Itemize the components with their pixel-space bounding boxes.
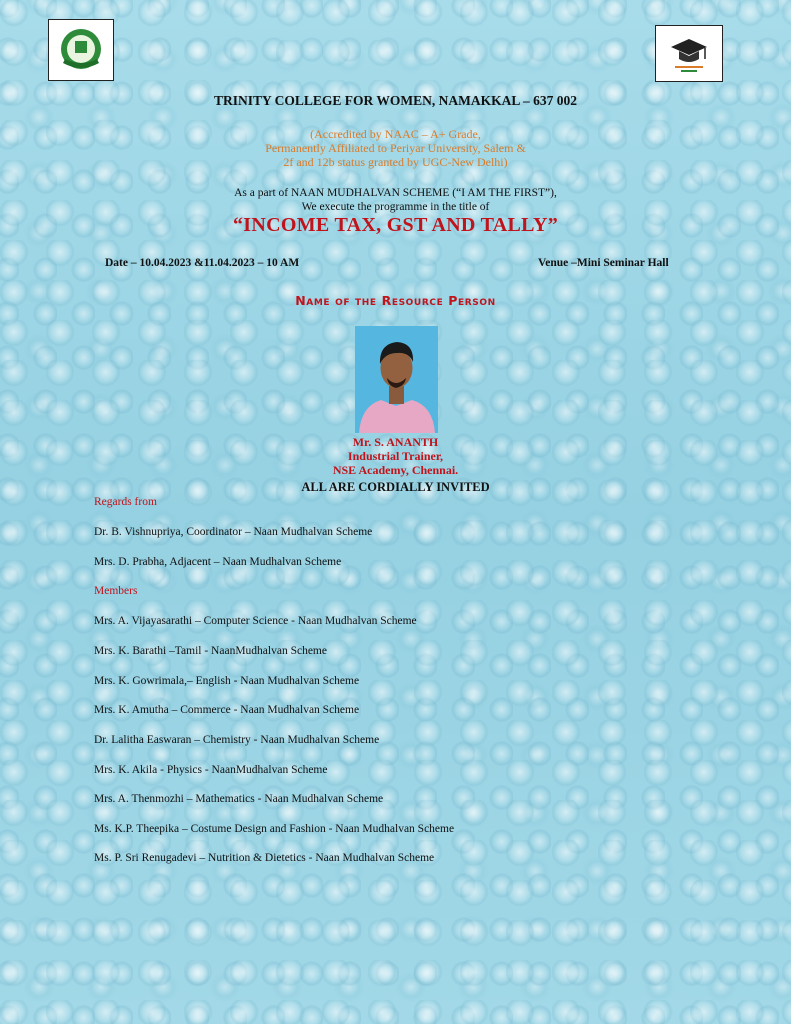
regards-label: Regards from bbox=[94, 496, 157, 508]
accreditation-line: 2f and 12b status granted by UGC-New Delhi) bbox=[283, 155, 508, 169]
college-name: TRINITY COLLEGE FOR WOMEN, NAMAKKAL – 637 002 bbox=[213, 93, 578, 108]
invitation-line: ALL ARE CORDIALLY INVITED bbox=[301, 480, 490, 494]
members-label: Members bbox=[94, 585, 138, 597]
member-line: Mrs. A. Thenmozhi – Mathematics - Naan Mudhalvan Scheme bbox=[94, 793, 384, 805]
programme-title: “INCOME TAX, GST AND TALLY” bbox=[232, 214, 559, 236]
scheme-line-2: We execute the programme in the title of bbox=[301, 200, 490, 213]
resource-person-role: Industrial Trainer, bbox=[347, 449, 444, 463]
resource-person-photo bbox=[355, 326, 438, 433]
member-line: Mrs. K. Barathi –Tamil - NaanMudhalvan Scheme bbox=[94, 645, 327, 657]
scheme-intro bbox=[0, 187, 791, 214]
accreditation-line: Permanently Affiliated to Periyar University, Salem & bbox=[265, 141, 526, 155]
person-portrait-icon bbox=[355, 326, 438, 433]
college-logo bbox=[48, 19, 114, 81]
member-line: Mrs. K. Akila - Physics - NaanMudhalvan Scheme bbox=[94, 764, 328, 776]
member-line: Mrs. A. Vijayasarathi – Computer Science - Naan Mudhalvan Scheme bbox=[94, 615, 417, 627]
resource-person-org: NSE Academy, Chennai. bbox=[332, 463, 459, 477]
accreditation-block bbox=[0, 127, 791, 169]
member-line: Dr. Lalitha Easwaran – Chemistry - Naan Mudhalvan Scheme bbox=[94, 734, 380, 746]
resource-person-name: Mr. S. ANANTH bbox=[352, 435, 439, 449]
coordinator-line: Mrs. D. Prabha, Adjacent – Naan Mudhalvan Scheme bbox=[94, 556, 342, 568]
scheme-logo bbox=[655, 25, 723, 82]
member-line: Mrs. K. Gowrimala,– English - Naan Mudhalvan Scheme bbox=[94, 675, 360, 687]
graduation-cap-icon bbox=[667, 33, 711, 75]
member-line: Mrs. K. Amutha – Commerce - Naan Mudhalvan Scheme bbox=[94, 704, 360, 716]
member-line: Ms. P. Sri Renugadevi – Nutrition & Dietetics - Naan Mudhalvan Scheme bbox=[94, 852, 435, 864]
event-date: Date – 10.04.2023 &11.04.2023 – 10 AM bbox=[105, 257, 300, 269]
accreditation-line: (Accredited by NAAC – A+ Grade, bbox=[310, 127, 481, 141]
college-emblem-icon bbox=[57, 27, 105, 73]
event-venue: Venue –Mini Seminar Hall bbox=[538, 257, 669, 269]
resource-person-heading: Name of the Resource Person bbox=[295, 293, 496, 308]
coordinator-line: Dr. B. Vishnupriya, Coordinator – Naan Mudhalvan Scheme bbox=[94, 526, 373, 538]
scheme-line-1: As a part of NAAN MUDHALVAN SCHEME (“I AM THE FIRST”), bbox=[234, 187, 557, 199]
resource-person-details bbox=[0, 435, 791, 477]
member-line: Ms. K.P. Theepika – Costume Design and Fashion - Naan Mudhalvan Scheme bbox=[94, 823, 455, 835]
